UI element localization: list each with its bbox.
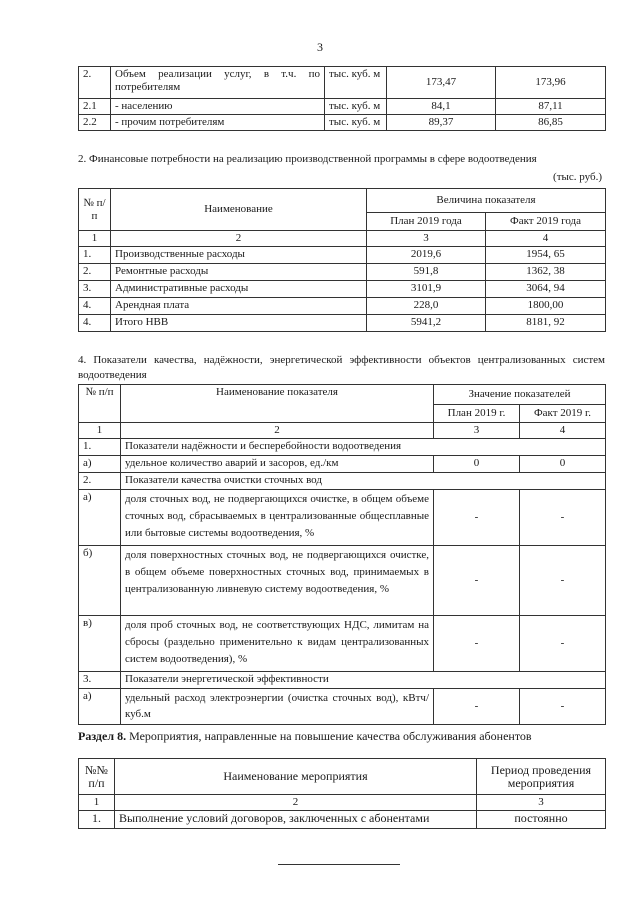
header-period: Период проведения мероприятия bbox=[477, 759, 606, 795]
row-num: 1. bbox=[79, 811, 115, 829]
header-num: №№ п/п bbox=[79, 759, 115, 795]
row-name: доля проб сточных вод, не соответствующих НДС, лимитам на сбросы (раздельно применительно к видам централизованных систем водоотведения), % bbox=[121, 616, 434, 672]
row-plan: 591,8 bbox=[367, 264, 486, 281]
row-name: Объем реализации услуг, в т.ч. по потребителям bbox=[111, 67, 325, 99]
colnum: 1 bbox=[79, 231, 111, 247]
row-num: 4. bbox=[79, 298, 111, 315]
row-plan: - bbox=[434, 546, 520, 616]
section-8-label: Раздел 8. bbox=[78, 729, 127, 743]
row-name: Арендная плата bbox=[111, 298, 367, 315]
group-name: Показатели качества очистки сточных вод bbox=[121, 473, 606, 490]
table-row bbox=[79, 281, 606, 298]
volume-table bbox=[78, 66, 606, 131]
row-fact: 173,96 bbox=[496, 67, 606, 99]
row-fact: 86,85 bbox=[496, 115, 606, 131]
header-plan: План 2019 года bbox=[367, 213, 486, 231]
row-name: - прочим потребителям bbox=[111, 115, 325, 131]
row-fact: 8181, 92 bbox=[486, 315, 606, 332]
table-row bbox=[79, 247, 606, 264]
header-name: Наименование bbox=[111, 189, 367, 231]
row-name: удельный расход электроэнергии (очистка сточных вод), кВтч/куб.м bbox=[121, 689, 434, 725]
section-8-text: Мероприятия, направленные на повышение качества обслуживания абонентов bbox=[126, 729, 532, 743]
section-2-units: (тыс. руб.) bbox=[553, 171, 602, 183]
header-name: Наименование мероприятия bbox=[115, 759, 477, 795]
row-num: 2.1 bbox=[79, 99, 111, 115]
row-name: доля поверхностных сточных вод, не подвергающихся очистке, в общем объеме поверхностных сточных вод, принимаемых в централизованную ливневую систему водоотведения, % bbox=[121, 546, 434, 616]
group-name: Показатели надёжности и бесперебойности водоотведения bbox=[121, 439, 606, 456]
table-row bbox=[79, 298, 606, 315]
row-num: 4. bbox=[79, 315, 111, 332]
table-row bbox=[79, 672, 606, 689]
row-plan: 228,0 bbox=[367, 298, 486, 315]
row-num: а) bbox=[79, 490, 121, 546]
header-num: № п/п bbox=[79, 189, 111, 231]
table-row bbox=[79, 490, 606, 546]
table-row bbox=[79, 546, 606, 616]
row-plan: 0 bbox=[434, 456, 520, 473]
colnum: 4 bbox=[486, 231, 606, 247]
activities-table bbox=[78, 758, 606, 829]
row-num: 3. bbox=[79, 281, 111, 298]
header-fact: Факт 2019 г. bbox=[520, 405, 606, 423]
header-num: № п/п bbox=[79, 385, 121, 423]
colnum: 2 bbox=[115, 795, 477, 811]
row-num: б) bbox=[79, 546, 121, 616]
row-plan: 173,47 bbox=[387, 67, 496, 99]
row-fact: 1954, 65 bbox=[486, 247, 606, 264]
row-num: 2.2 bbox=[79, 115, 111, 131]
finance-table bbox=[78, 188, 606, 332]
table-row bbox=[79, 439, 606, 456]
colnum: 3 bbox=[434, 423, 520, 439]
row-unit: тыс. куб. м bbox=[325, 99, 387, 115]
row-plan: 89,37 bbox=[387, 115, 496, 131]
row-unit: тыс. куб. м bbox=[325, 115, 387, 131]
colnum: 4 bbox=[520, 423, 606, 439]
table-row bbox=[79, 811, 606, 829]
row-plan: - bbox=[434, 490, 520, 546]
row-num: 2. bbox=[79, 67, 111, 99]
row-fact: 87,11 bbox=[496, 99, 606, 115]
colnum: 1 bbox=[79, 423, 121, 439]
row-num: а) bbox=[79, 689, 121, 725]
row-num: в) bbox=[79, 616, 121, 672]
row-num: 1. bbox=[79, 439, 121, 456]
footer-divider bbox=[278, 864, 400, 865]
colnum: 3 bbox=[477, 795, 606, 811]
row-plan: 5941,2 bbox=[367, 315, 486, 332]
row-plan: 84,1 bbox=[387, 99, 496, 115]
page-number: 3 bbox=[317, 40, 323, 54]
row-plan: - bbox=[434, 616, 520, 672]
table-row bbox=[79, 99, 606, 115]
row-plan: - bbox=[434, 689, 520, 725]
table-row bbox=[79, 456, 606, 473]
row-fact: 0 bbox=[520, 456, 606, 473]
table-row bbox=[79, 473, 606, 490]
row-num: 2. bbox=[79, 264, 111, 281]
section-4-title: 4. Показатели качества, надёжности, энергетической эффективности объектов централизованных систем водоотведения bbox=[78, 354, 605, 381]
row-fact: 3064, 94 bbox=[486, 281, 606, 298]
row-fact: 1362, 38 bbox=[486, 264, 606, 281]
row-name: доля сточных вод, не подвергающихся очистке, в общем объеме сточных вод, сбрасываемых в централизованные общесплавные или бытовые системы водоотведения, % bbox=[121, 490, 434, 546]
row-name: - населению bbox=[111, 99, 325, 115]
section-2-title: 2. Финансовые потребности на реализацию производственной программы в сфере водоотведения bbox=[78, 153, 537, 165]
table-row bbox=[79, 264, 606, 281]
row-num: а) bbox=[79, 456, 121, 473]
row-period: постоянно bbox=[477, 811, 606, 829]
group-name: Показатели энергетической эффективности bbox=[121, 672, 606, 689]
row-fact: - bbox=[520, 689, 606, 725]
colnum: 1 bbox=[79, 795, 115, 811]
row-name: Административные расходы bbox=[111, 281, 367, 298]
row-num: 2. bbox=[79, 473, 121, 490]
colnum: 2 bbox=[111, 231, 367, 247]
row-name: Ремонтные расходы bbox=[111, 264, 367, 281]
table-row bbox=[79, 315, 606, 332]
section-8-title bbox=[78, 729, 608, 744]
row-fact: - bbox=[520, 490, 606, 546]
table-row bbox=[79, 689, 606, 725]
row-plan: 2019,6 bbox=[367, 247, 486, 264]
table-row bbox=[79, 115, 606, 131]
header-name: Наименование показателя bbox=[121, 385, 434, 423]
header-value: Величина показателя bbox=[367, 189, 606, 213]
colnum: 2 bbox=[121, 423, 434, 439]
header-plan: План 2019 г. bbox=[434, 405, 520, 423]
row-name: Производственные расходы bbox=[111, 247, 367, 264]
row-name: удельное количество аварий и засоров, ед./км bbox=[121, 456, 434, 473]
row-num: 3. bbox=[79, 672, 121, 689]
row-plan: 3101,9 bbox=[367, 281, 486, 298]
row-fact: 1800,00 bbox=[486, 298, 606, 315]
colnum: 3 bbox=[367, 231, 486, 247]
row-fact: - bbox=[520, 546, 606, 616]
row-num: 1. bbox=[79, 247, 111, 264]
row-name: Выполнение условий договоров, заключенных с абонентами bbox=[115, 811, 477, 829]
header-value: Значение показателей bbox=[434, 385, 606, 405]
table-row bbox=[79, 67, 606, 99]
table-row bbox=[79, 616, 606, 672]
quality-table bbox=[78, 384, 606, 725]
row-name: Итого НВВ bbox=[111, 315, 367, 332]
row-unit: тыс. куб. м bbox=[325, 67, 387, 99]
row-fact: - bbox=[520, 616, 606, 672]
header-fact: Факт 2019 года bbox=[486, 213, 606, 231]
